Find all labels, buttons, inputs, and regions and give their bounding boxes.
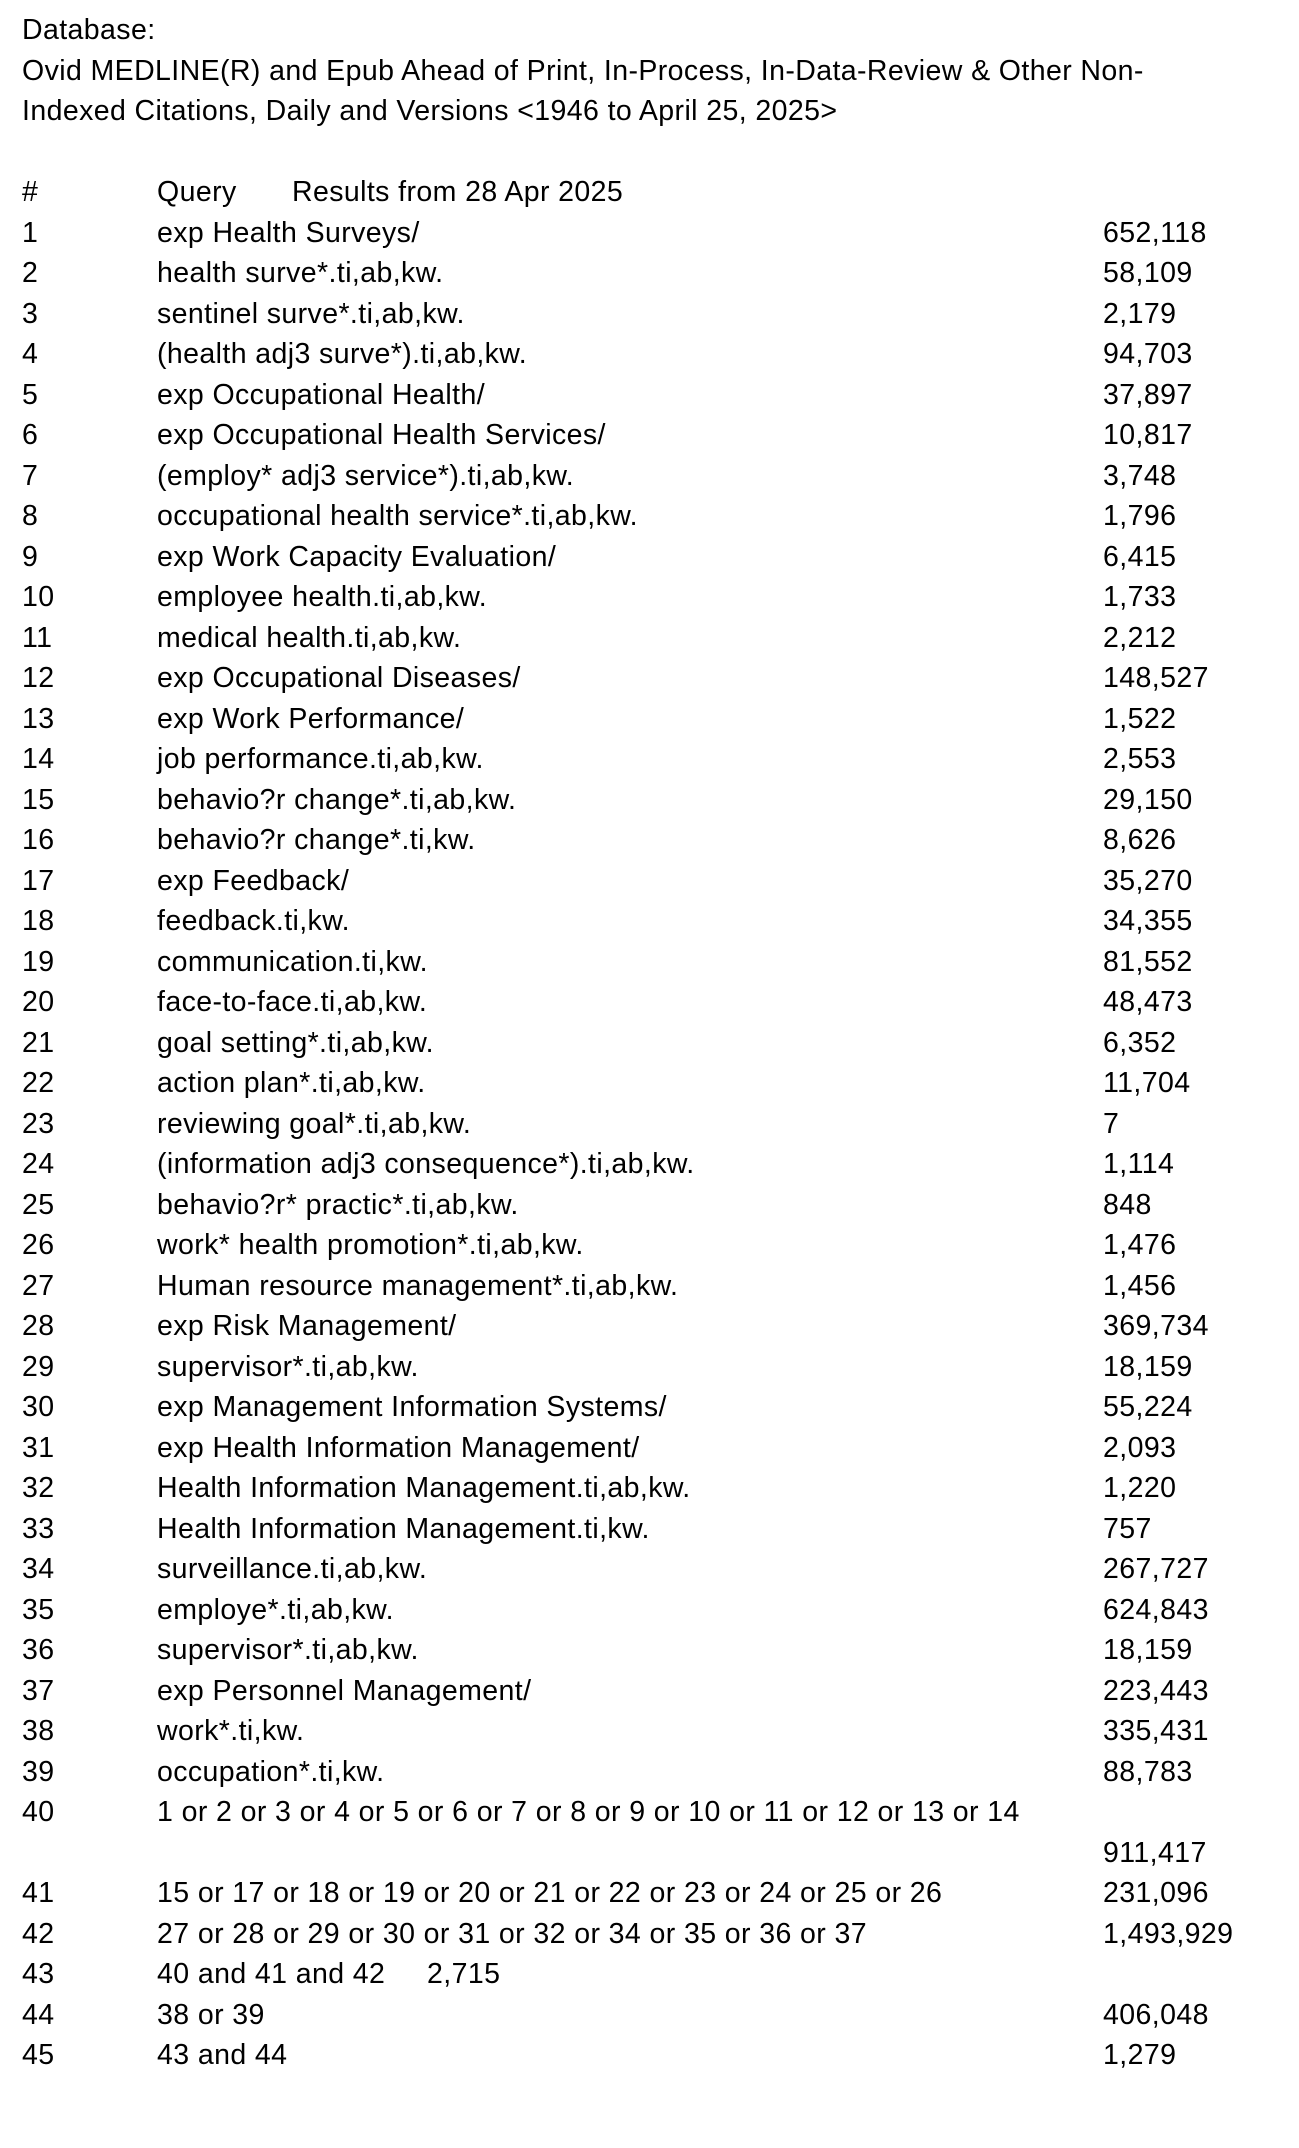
table-row [0,1954,1299,1995]
table-row [0,456,1299,497]
table-row [0,1347,1299,1388]
row-number: 10 [22,581,55,613]
row-results: 58,109 [1103,257,1193,289]
table-row [0,699,1299,740]
table-row [0,577,1299,618]
row-query: health surve*.ti,ab,kw. [157,257,444,289]
row-query: Health Information Management.ti,ab,kw. [157,1472,691,1504]
table-row [0,942,1299,983]
table-row [0,1144,1299,1185]
row-results: 267,727 [1103,1553,1209,1585]
row-results: 1,733 [1103,581,1177,613]
row-number: 18 [22,905,55,937]
row-results: 848 [1103,1188,1152,1221]
row-number: 6 [22,419,39,451]
row-results: 7 [1103,1107,1120,1140]
row-query: 1 or 2 or 3 or 4 or 5 or 6 or 7 or 8 or 9 or 10 or 11 or 12 or 13 or 14 [157,1796,1020,1828]
row-number: 38 [22,1715,55,1747]
row-results: 18,159 [1103,1634,1193,1666]
row-query: (employ* adj3 service*).ti,ab,kw. [157,459,575,492]
row-query: exp Work Capacity Evaluation/ [157,540,557,573]
database-name-line-1: Ovid MEDLINE(R) and Epub Ahead of Print, In-Process, In-Data-Review & Other Non- [22,54,1144,87]
row-query: work*.ti,kw. [157,1715,305,1747]
row-number: 4 [22,338,39,370]
row-query: communication.ti,kw. [157,945,428,978]
row-query: behavio?r change*.ti,ab,kw. [157,783,517,816]
table-row [0,213,1299,254]
row-number: 26 [22,1229,55,1261]
row-query: job performance.ti,ab,kw. [157,743,484,775]
row-number: 11 [22,621,53,654]
search-history-table [0,213,1299,2076]
row-number: 43 [22,1958,55,1990]
row-results: 223,443 [1103,1674,1209,1707]
row-results: 55,224 [1103,1391,1193,1423]
row-results: 335,431 [1103,1715,1209,1747]
row-number: 36 [22,1634,55,1666]
row-query: exp Health Surveys/ [157,216,420,249]
row-query: supervisor*.ti,ab,kw. [157,1634,419,1666]
database-label: Database: [22,14,156,46]
row-results: 2,093 [1103,1431,1177,1464]
row-query: reviewing goal*.ti,ab,kw. [157,1107,472,1140]
row-query: Health Information Management.ti,kw. [157,1512,650,1545]
table-row [0,1428,1299,1469]
table-row [0,658,1299,699]
row-results: 1,476 [1103,1229,1177,1261]
row-results: 6,352 [1103,1026,1177,1059]
table-row-wrapped-result [0,1833,1299,1874]
table-row [0,1671,1299,1712]
table-row [0,1914,1299,1955]
row-query: behavio?r* practic*.ti,ab,kw. [157,1188,519,1221]
row-number: 42 [22,1917,55,1950]
row-query: exp Personnel Management/ [157,1674,532,1707]
row-results: 1,114 [1103,1148,1175,1180]
row-results: 29,150 [1103,783,1193,816]
header-query: Query [157,176,237,208]
table-row [0,334,1299,375]
row-number: 27 [22,1269,55,1302]
table-row [0,1549,1299,1590]
row-number: 12 [22,662,55,694]
row-number: 32 [22,1472,55,1504]
table-row [0,1752,1299,1793]
row-query: exp Feedback/ [157,864,350,897]
row-results: 406,048 [1103,1998,1209,2031]
row-query: exp Risk Management/ [157,1310,457,1342]
table-row [0,294,1299,335]
row-number: 23 [22,1107,55,1140]
table-row [0,982,1299,1023]
table-row [0,739,1299,780]
row-number: 14 [22,743,55,775]
row-query: employee health.ti,ab,kw. [157,581,488,613]
table-row [0,780,1299,821]
table-row [0,1468,1299,1509]
row-number: 21 [22,1026,55,1059]
row-number: 29 [22,1350,55,1383]
row-number: 9 [22,540,39,573]
row-query: exp Work Performance/ [157,702,465,735]
row-results: 94,703 [1103,338,1193,370]
row-results: 10,817 [1103,419,1193,451]
row-query: work* health promotion*.ti,ab,kw. [157,1229,584,1261]
row-query: exp Occupational Diseases/ [157,662,521,694]
table-row [0,1266,1299,1307]
row-query: employe*.ti,ab,kw. [157,1593,394,1626]
row-query: goal setting*.ti,ab,kw. [157,1026,434,1059]
row-results: 652,118 [1103,216,1207,249]
row-results: 2,715 [427,1958,501,1990]
row-query: occupational health service*.ti,ab,kw. [157,500,638,532]
row-query: exp Management Information Systems/ [157,1391,667,1423]
table-row [0,1590,1299,1631]
row-query: 38 or 39 [157,1998,265,2031]
row-number: 24 [22,1148,55,1180]
table-row [0,901,1299,942]
row-results: 11,704 [1103,1067,1191,1099]
row-results: 48,473 [1103,986,1193,1018]
row-number: 22 [22,1067,55,1099]
row-number: 13 [22,702,55,735]
row-query: supervisor*.ti,ab,kw. [157,1350,419,1383]
row-number: 37 [22,1674,55,1707]
row-results: 757 [1103,1512,1152,1545]
row-results: 18,159 [1103,1350,1193,1383]
row-results: 1,220 [1103,1472,1177,1504]
row-number: 15 [22,783,55,816]
table-header [0,172,1299,213]
table-row [0,1306,1299,1347]
table-row [0,496,1299,537]
row-number: 44 [22,1998,55,2031]
row-results: 911,417 [1103,1836,1207,1869]
database-name-line-2: Indexed Citations, Daily and Versions <1946 to April 25, 2025> [22,95,838,127]
row-number: 20 [22,986,55,1018]
spacer [0,132,1299,173]
row-query: sentinel surve*.ti,ab,kw. [157,297,465,330]
row-query: exp Occupational Health Services/ [157,419,606,451]
table-row [0,537,1299,578]
table-row [0,1185,1299,1226]
row-number: 35 [22,1593,55,1626]
row-query: Human resource management*.ti,ab,kw. [157,1269,679,1302]
table-row [0,1063,1299,1104]
row-results: 1,796 [1103,500,1177,532]
row-number: 45 [22,2039,55,2071]
row-results: 2,212 [1103,621,1177,654]
row-number: 17 [22,864,55,897]
row-results: 2,553 [1103,743,1177,775]
header-number: # [22,176,39,208]
row-number: 40 [22,1796,55,1828]
search-history-document [0,10,1299,2076]
row-query: surveillance.ti,ab,kw. [157,1553,428,1585]
row-results: 37,897 [1103,378,1193,411]
row-number: 41 [22,1877,55,1909]
row-number: 28 [22,1310,55,1342]
header-results: Results from 28 Apr 2025 [292,176,624,208]
table-row [0,1873,1299,1914]
table-row [0,1995,1299,2036]
row-results: 81,552 [1103,945,1193,978]
row-number: 33 [22,1512,55,1545]
row-number: 19 [22,945,55,978]
table-row [0,1023,1299,1064]
row-query: exp Occupational Health/ [157,378,486,411]
row-query: 43 and 44 [157,2039,288,2071]
row-number: 25 [22,1188,55,1221]
row-number: 8 [22,500,39,532]
row-query: occupation*.ti,kw. [157,1755,385,1788]
row-number: 2 [22,257,39,289]
row-results: 148,527 [1103,662,1209,694]
row-number: 34 [22,1553,55,1585]
row-results: 88,783 [1103,1755,1193,1788]
row-results: 1,456 [1103,1269,1177,1302]
table-row [0,375,1299,416]
table-row [0,1104,1299,1145]
table-row [0,2035,1299,2076]
row-number: 31 [22,1431,55,1464]
row-results: 624,843 [1103,1593,1209,1626]
table-row [0,1225,1299,1266]
row-results: 8,626 [1103,824,1177,856]
table-row [0,1630,1299,1671]
row-query: 40 and 41 and 42 [157,1958,386,1990]
row-results: 6,415 [1103,540,1177,573]
row-results: 1,279 [1103,2039,1177,2071]
row-query: exp Health Information Management/ [157,1431,640,1464]
row-results: 1,522 [1103,702,1177,735]
row-query: medical health.ti,ab,kw. [157,621,462,654]
table-row [0,820,1299,861]
row-query: 27 or 28 or 29 or 30 or 31 or 32 or 34 or 35 or 36 or 37 [157,1917,868,1950]
table-row [0,1509,1299,1550]
row-results: 3,748 [1103,459,1177,492]
row-results: 2,179 [1103,297,1177,330]
row-query: face-to-face.ti,ab,kw. [157,986,428,1018]
row-results: 231,096 [1103,1877,1209,1909]
row-results: 34,355 [1103,905,1193,937]
table-row [0,1711,1299,1752]
table-row [0,861,1299,902]
row-results: 1,493,929 [1103,1917,1234,1950]
row-number: 16 [22,824,55,856]
row-number: 7 [22,459,39,492]
row-query: (information adj3 consequence*).ti,ab,kw. [157,1148,695,1180]
row-query: behavio?r change*.ti,kw. [157,824,476,856]
row-number: 5 [22,378,39,411]
table-row [0,618,1299,659]
row-number: 3 [22,297,39,330]
row-results: 35,270 [1103,864,1193,897]
table-row [0,1387,1299,1428]
row-number: 1 [22,216,39,249]
row-query: action plan*.ti,ab,kw. [157,1067,426,1099]
table-row [0,415,1299,456]
row-query: (health adj3 surve*).ti,ab,kw. [157,338,528,370]
table-row [0,1792,1299,1833]
table-row [0,253,1299,294]
row-number: 30 [22,1391,55,1423]
row-query: 15 or 17 or 18 or 19 or 20 or 21 or 22 or 23 or 24 or 25 or 26 [157,1877,943,1909]
row-number: 39 [22,1755,55,1788]
row-results: 369,734 [1103,1310,1209,1342]
row-query: feedback.ti,kw. [157,905,350,937]
